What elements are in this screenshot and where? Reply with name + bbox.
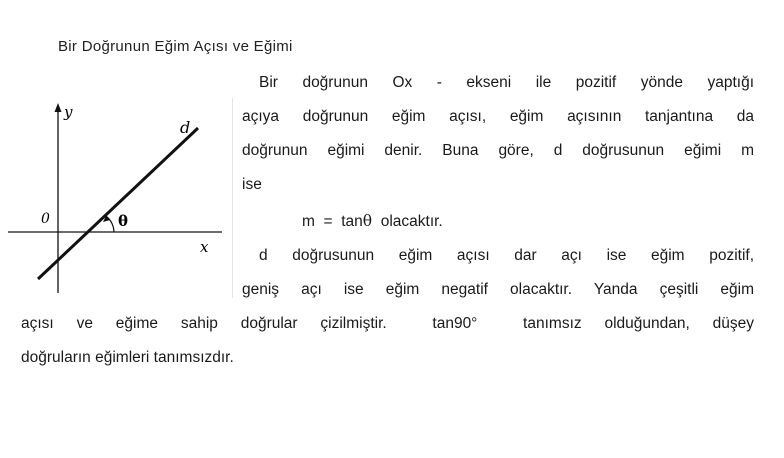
- paragraph-line-2: açıya doğrunun eğim açısı, eğim açısının tanjantına da: [242, 108, 754, 125]
- slope-figure: [0, 95, 232, 300]
- section-title: Bir Doğrunun Eğim Açısı ve Eğimi: [58, 38, 293, 55]
- slope-diagram: [0, 95, 232, 300]
- y-axis-label: y: [64, 103, 73, 121]
- paragraph-line-1: Bir doğrunun Ox - ekseni ile pozitif yönde yaptığı: [259, 74, 754, 91]
- angle-label: θ: [118, 212, 129, 230]
- formula-prefix: m = tan: [302, 213, 363, 230]
- paragraph2-line-1: d doğrusunun eğim açısı dar açı ise eğim pozitif,: [259, 247, 754, 264]
- paragraph2-line-4: doğruların eğimleri tanımsızdır.: [21, 349, 234, 366]
- line-d: [38, 128, 198, 279]
- slope-formula: [302, 211, 443, 232]
- line-d-label: d: [180, 118, 191, 137]
- paragraph2-line-3: açısı ve eğime sahip doğrular çizilmiştir. tan90° tanımsız olduğundan, düşey: [21, 315, 754, 332]
- formula-theta: θ: [362, 212, 373, 230]
- figure-divider: [232, 98, 233, 298]
- paragraph-line-4: ise: [242, 176, 262, 193]
- formula-suffix: olacaktır.: [372, 213, 443, 230]
- paragraph2-line-2: geniş açı ise eğim negatif olacaktır. Yanda çeşitli eğim: [242, 281, 754, 298]
- y-axis-arrow-icon: [55, 103, 62, 112]
- paragraph-line-3: doğrunun eğimi denir. Buna göre, d doğrusunun eğimi m: [242, 142, 754, 159]
- origin-label: 0: [41, 211, 50, 227]
- x-axis-label: x: [200, 238, 209, 256]
